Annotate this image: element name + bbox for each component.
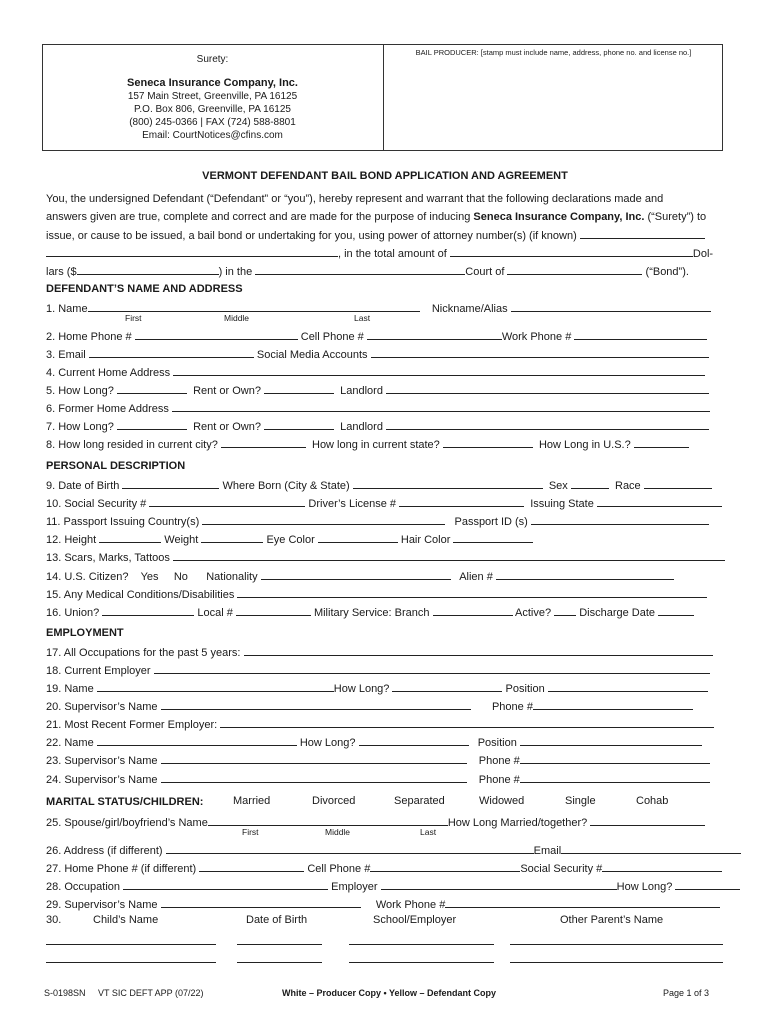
- field-15: 15. Any Medical Conditions/Disabilities: [46, 586, 707, 602]
- company-address1: 157 Main Street, Greenville, PA 16125: [127, 91, 298, 102]
- employer-how-long-field[interactable]: [392, 680, 502, 692]
- option-cohab[interactable]: Cohab: [636, 795, 669, 807]
- sub-last: Last: [354, 313, 371, 323]
- dollars-field[interactable]: [77, 263, 219, 275]
- intro-line2: answers given are true, complete and correct and are made for the purpose of inducing Seneca Insurance Company, Inc. (“Surety”) to: [46, 211, 707, 223]
- company-email: Email: CourtNotices@cfins.com: [142, 130, 283, 141]
- field-17: 17. All Occupations for the past 5 years:: [46, 644, 713, 660]
- landlord-field[interactable]: [386, 382, 709, 394]
- page-number: Page 1 of 3: [663, 988, 710, 998]
- field-25: 25. Spouse/girl/boyfriend’s Name How Long Married/together?: [46, 814, 705, 830]
- field-30: 30.: [46, 914, 62, 926]
- field-5: 5. How Long? Rent or Own? Landlord: [46, 382, 709, 398]
- child2-name-field[interactable]: [46, 951, 216, 963]
- form-version: VT SIC DEFT APP (07/22): [98, 988, 204, 998]
- intro-line3: issue, or cause to be issued, a bail bond or undertaking for you, using power of attorney number(s) (if known): [46, 227, 705, 243]
- spouse-occupation-field[interactable]: [123, 878, 328, 890]
- section-employment: EMPLOYMENT: [46, 627, 124, 639]
- occupations-field[interactable]: [244, 644, 713, 656]
- field-11: 11. Passport Issuing Country(s) Passport ID (s): [46, 513, 709, 529]
- supervisor2-field[interactable]: [161, 752, 467, 764]
- former-position-field[interactable]: [520, 734, 702, 746]
- supervisor-phone-field[interactable]: [533, 698, 693, 710]
- field-29: 29. Supervisor’s Name Work Phone #: [46, 896, 720, 912]
- hair-color-field[interactable]: [453, 531, 533, 543]
- dob-field[interactable]: [122, 477, 219, 489]
- scars-field[interactable]: [173, 549, 725, 561]
- field-1: 1. Name Nickname/Alias: [46, 300, 711, 316]
- alien-number-field[interactable]: [496, 568, 674, 580]
- sub-middle: Middle: [224, 313, 250, 323]
- field-12: 12. Height Weight Eye Color Hair Color: [46, 531, 533, 547]
- child2-dob-field[interactable]: [237, 951, 322, 963]
- height-field[interactable]: [99, 531, 161, 543]
- supervisor3-phone-field[interactable]: [520, 771, 710, 783]
- sex-field[interactable]: [571, 477, 609, 489]
- field-3: 3. Email Social Media Accounts: [46, 346, 709, 362]
- married-how-long-field[interactable]: [590, 814, 705, 826]
- court-field[interactable]: [255, 263, 465, 275]
- former-employer-field[interactable]: [220, 716, 714, 728]
- page-title: VERMONT DEFENDANT BAIL BOND APPLICATION AND AGREEMENT: [202, 170, 568, 182]
- spouse-email-field[interactable]: [561, 842, 741, 854]
- company-phone: (800) 245-0366 | FAX (724) 588-8801: [129, 117, 296, 128]
- sub-first-2: First: [242, 827, 259, 837]
- spouse-name-field[interactable]: [208, 814, 448, 826]
- home-phone-field[interactable]: [135, 328, 298, 340]
- state-duration-field[interactable]: [443, 436, 533, 448]
- field-8: 8. How long resided in current city? How long in current state? How Long in U.S.?: [46, 436, 689, 452]
- field-19: 19. Name How Long? Position: [46, 680, 708, 696]
- military-branch-field[interactable]: [433, 604, 513, 616]
- child2-parent-field[interactable]: [510, 951, 723, 963]
- child1-parent-field[interactable]: [510, 933, 723, 945]
- employer-name-field[interactable]: [97, 680, 334, 692]
- header-divider: [383, 44, 384, 151]
- local-field[interactable]: [236, 604, 311, 616]
- former-employer-name-field[interactable]: [97, 734, 297, 746]
- nationality-field[interactable]: [261, 568, 451, 580]
- sub-first: First: [125, 313, 142, 323]
- former-landlord-field[interactable]: [386, 418, 709, 430]
- supervisor2-phone-field[interactable]: [520, 752, 710, 764]
- spouse-cell-field[interactable]: [370, 860, 520, 872]
- section-defendant: DEFENDANT’S NAME AND ADDRESS: [46, 283, 243, 295]
- section-personal: PERSONAL DESCRIPTION: [46, 460, 186, 472]
- discharge-date-field[interactable]: [658, 604, 694, 616]
- former-address-field[interactable]: [172, 400, 710, 412]
- child1-name-field[interactable]: [46, 933, 216, 945]
- field-22: 22. Name How Long? Position: [46, 734, 702, 750]
- intro-line5: lars ($ ) in the Court of (“Bond”).: [46, 263, 689, 279]
- nickname-field[interactable]: [511, 300, 711, 312]
- col-other-parent: Other Parent’s Name: [560, 914, 664, 926]
- child1-school-field[interactable]: [349, 933, 494, 945]
- field-13: 13. Scars, Marks, Tattoos: [46, 549, 725, 565]
- race-field[interactable]: [644, 477, 712, 489]
- field-27: 27. Home Phone # (if different) Cell Phone # Social Security #: [46, 860, 722, 876]
- former-how-long-field[interactable]: [117, 418, 187, 430]
- union-field[interactable]: [102, 604, 194, 616]
- passport-country-field[interactable]: [202, 513, 445, 525]
- us-duration-field[interactable]: [634, 436, 689, 448]
- option-married[interactable]: Married: [233, 795, 271, 807]
- col-child-name: Child’s Name: [93, 914, 159, 926]
- spouse-home-phone-field[interactable]: [199, 860, 304, 872]
- field-26: 26. Address (if different) Email: [46, 842, 741, 858]
- field-14: 14. U.S. Citizen? Yes No Nationality Alien #: [46, 568, 674, 584]
- field-23: 23. Supervisor’s Name Phone #: [46, 752, 710, 768]
- medical-field[interactable]: [237, 586, 707, 598]
- field-6: 6. Former Home Address: [46, 400, 710, 416]
- former-rent-own-field[interactable]: [264, 418, 334, 430]
- issuing-state-field[interactable]: [597, 495, 722, 507]
- former-how-long-job-field[interactable]: [359, 734, 469, 746]
- passport-id-field[interactable]: [531, 513, 709, 525]
- eye-color-field[interactable]: [318, 531, 398, 543]
- child1-dob-field[interactable]: [237, 933, 322, 945]
- ssn-field[interactable]: [149, 495, 305, 507]
- option-divorced[interactable]: Divorced: [312, 795, 356, 807]
- current-employer-field[interactable]: [154, 662, 710, 674]
- poa-continued-field[interactable]: [46, 245, 338, 257]
- col-school: School/Employer: [373, 914, 457, 926]
- field-18: 18. Current Employer: [46, 662, 710, 678]
- spouse-work-phone-field[interactable]: [445, 896, 720, 908]
- power-of-attorney-field[interactable]: [580, 227, 705, 239]
- option-separated[interactable]: Separated: [394, 795, 445, 807]
- court-of-field[interactable]: [507, 263, 642, 275]
- social-media-field[interactable]: [371, 346, 709, 358]
- supervisor-field[interactable]: [161, 698, 471, 710]
- total-amount-field[interactable]: [450, 245, 693, 257]
- field-10: 10. Social Security # Driver’s License # Issuing State: [46, 495, 722, 511]
- field-4: 4. Current Home Address: [46, 364, 705, 380]
- supervisor3-field[interactable]: [161, 771, 467, 783]
- section-marital: MARITAL STATUS/CHILDREN:: [46, 796, 204, 808]
- field-21: 21. Most Recent Former Employer:: [46, 716, 714, 732]
- company-address2: P.O. Box 806, Greenville, PA 16125: [134, 104, 291, 115]
- how-long-field[interactable]: [117, 382, 187, 394]
- field-9: 9. Date of Birth Where Born (City & State) Sex Race: [46, 477, 712, 493]
- field-24: 24. Supervisor’s Name Phone #: [46, 771, 710, 787]
- field-16: 16. Union? Local # Military Service: Branch Active? Discharge Date: [46, 604, 694, 620]
- intro-line4: , in the total amount of Dol-: [46, 245, 713, 261]
- spouse-ssn-field[interactable]: [602, 860, 722, 872]
- position-field[interactable]: [548, 680, 708, 692]
- email-field[interactable]: [89, 346, 254, 358]
- weight-field[interactable]: [201, 531, 263, 543]
- work-phone-field[interactable]: [574, 328, 707, 340]
- spouse-how-long-field[interactable]: [675, 878, 740, 890]
- producer-stamp-label: BAIL PRODUCER: [stamp must include name, address, phone no. and license no.]: [415, 48, 692, 57]
- field-28: 28. Occupation Employer How Long?: [46, 878, 740, 894]
- sub-middle-2: Middle: [325, 827, 351, 837]
- name-field[interactable]: [88, 300, 420, 312]
- copy-distribution: White – Producer Copy • Yellow – Defendant Copy: [282, 988, 497, 998]
- sub-last-2: Last: [420, 827, 437, 837]
- birthplace-field[interactable]: [353, 477, 543, 489]
- child2-school-field[interactable]: [349, 951, 494, 963]
- city-duration-field[interactable]: [221, 436, 306, 448]
- cell-phone-field[interactable]: [367, 328, 502, 340]
- field-2: 2. Home Phone # Cell Phone # Work Phone #: [46, 328, 707, 344]
- option-widowed[interactable]: Widowed: [479, 795, 525, 807]
- current-address-field[interactable]: [173, 364, 705, 376]
- col-dob: Date of Birth: [246, 914, 308, 926]
- intro-line1: You, the undersigned Defendant (“Defendant” or “you”), hereby represent and warrant that the following declarations made and: [46, 193, 664, 205]
- field-20: 20. Supervisor’s Name Phone #: [46, 698, 693, 714]
- spouse-employer-field[interactable]: [381, 878, 617, 890]
- field-7: 7. How Long? Rent or Own? Landlord: [46, 418, 709, 434]
- active-field[interactable]: [554, 604, 576, 616]
- citizen-yes-option[interactable]: Yes: [140, 571, 159, 583]
- option-single[interactable]: Single: [565, 795, 596, 807]
- company-name: Seneca Insurance Company, Inc.: [127, 77, 298, 89]
- form-code: S-0198SN: [44, 988, 86, 998]
- drivers-license-field[interactable]: [399, 495, 524, 507]
- rent-own-field[interactable]: [264, 382, 334, 394]
- spouse-supervisor-field[interactable]: [161, 896, 361, 908]
- spouse-address-field[interactable]: [166, 842, 534, 854]
- citizen-no-option[interactable]: No: [173, 571, 188, 583]
- surety-label: Surety:: [196, 54, 229, 65]
